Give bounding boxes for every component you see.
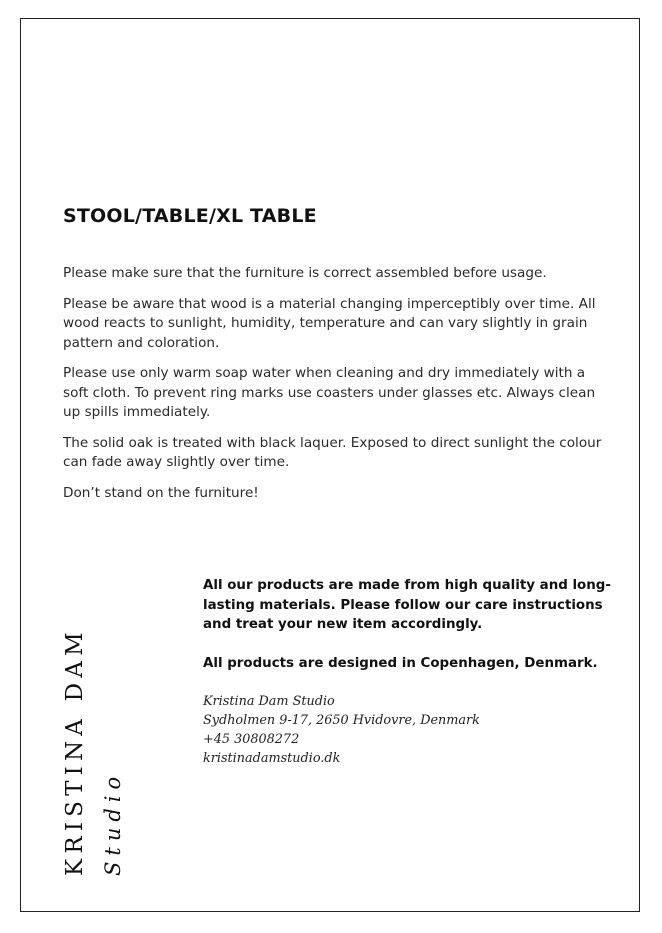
contact-phone: +45 30808272 bbox=[203, 732, 300, 747]
contact-details bbox=[203, 692, 623, 768]
brand-logo bbox=[62, 578, 128, 878]
document-title: STOOL/TABLE/XL TABLE bbox=[63, 205, 317, 227]
contact-name: Kristina Dam Studio bbox=[203, 694, 335, 709]
quality-statement: All our products are made from high quality and long-lasting materials. Please follow our care instructions and treat your new item accordingly. bbox=[203, 578, 611, 632]
care-instructions bbox=[63, 264, 603, 514]
contact-address: Sydholmen 9-17, 2650 Hvidovre, Denmark bbox=[203, 713, 480, 728]
info-block bbox=[203, 576, 623, 768]
instruction-warning: Don’t stand on the furniture! bbox=[63, 484, 259, 501]
brand-logo-studio: Studio bbox=[101, 770, 125, 876]
design-statement: All products are designed in Copenhagen, Denmark. bbox=[203, 655, 598, 671]
instruction-assembly: Please make sure that the furniture is correct assembled before usage. bbox=[63, 265, 547, 281]
instruction-cleaning: Please use only warm soap water when cleaning and dry immediately with a soft cloth. To prevent ring marks use coasters under glasses etc. Always clean up spills immediately. bbox=[63, 365, 596, 420]
instruction-wood-nature: Please be aware that wood is a material changing imperceptibly over time. All wood reacts to sunlight, humidity, temperature and can vary slightly in grain pattern and coloration. bbox=[63, 295, 596, 351]
brand-logo-name: KRISTINA DAM bbox=[62, 627, 88, 876]
contact-website: kristinadamstudio.dk bbox=[203, 751, 341, 766]
instruction-laquer: The solid oak is treated with black laquer. Exposed to direct sunlight the colour can fade away slightly over time. bbox=[63, 434, 602, 470]
